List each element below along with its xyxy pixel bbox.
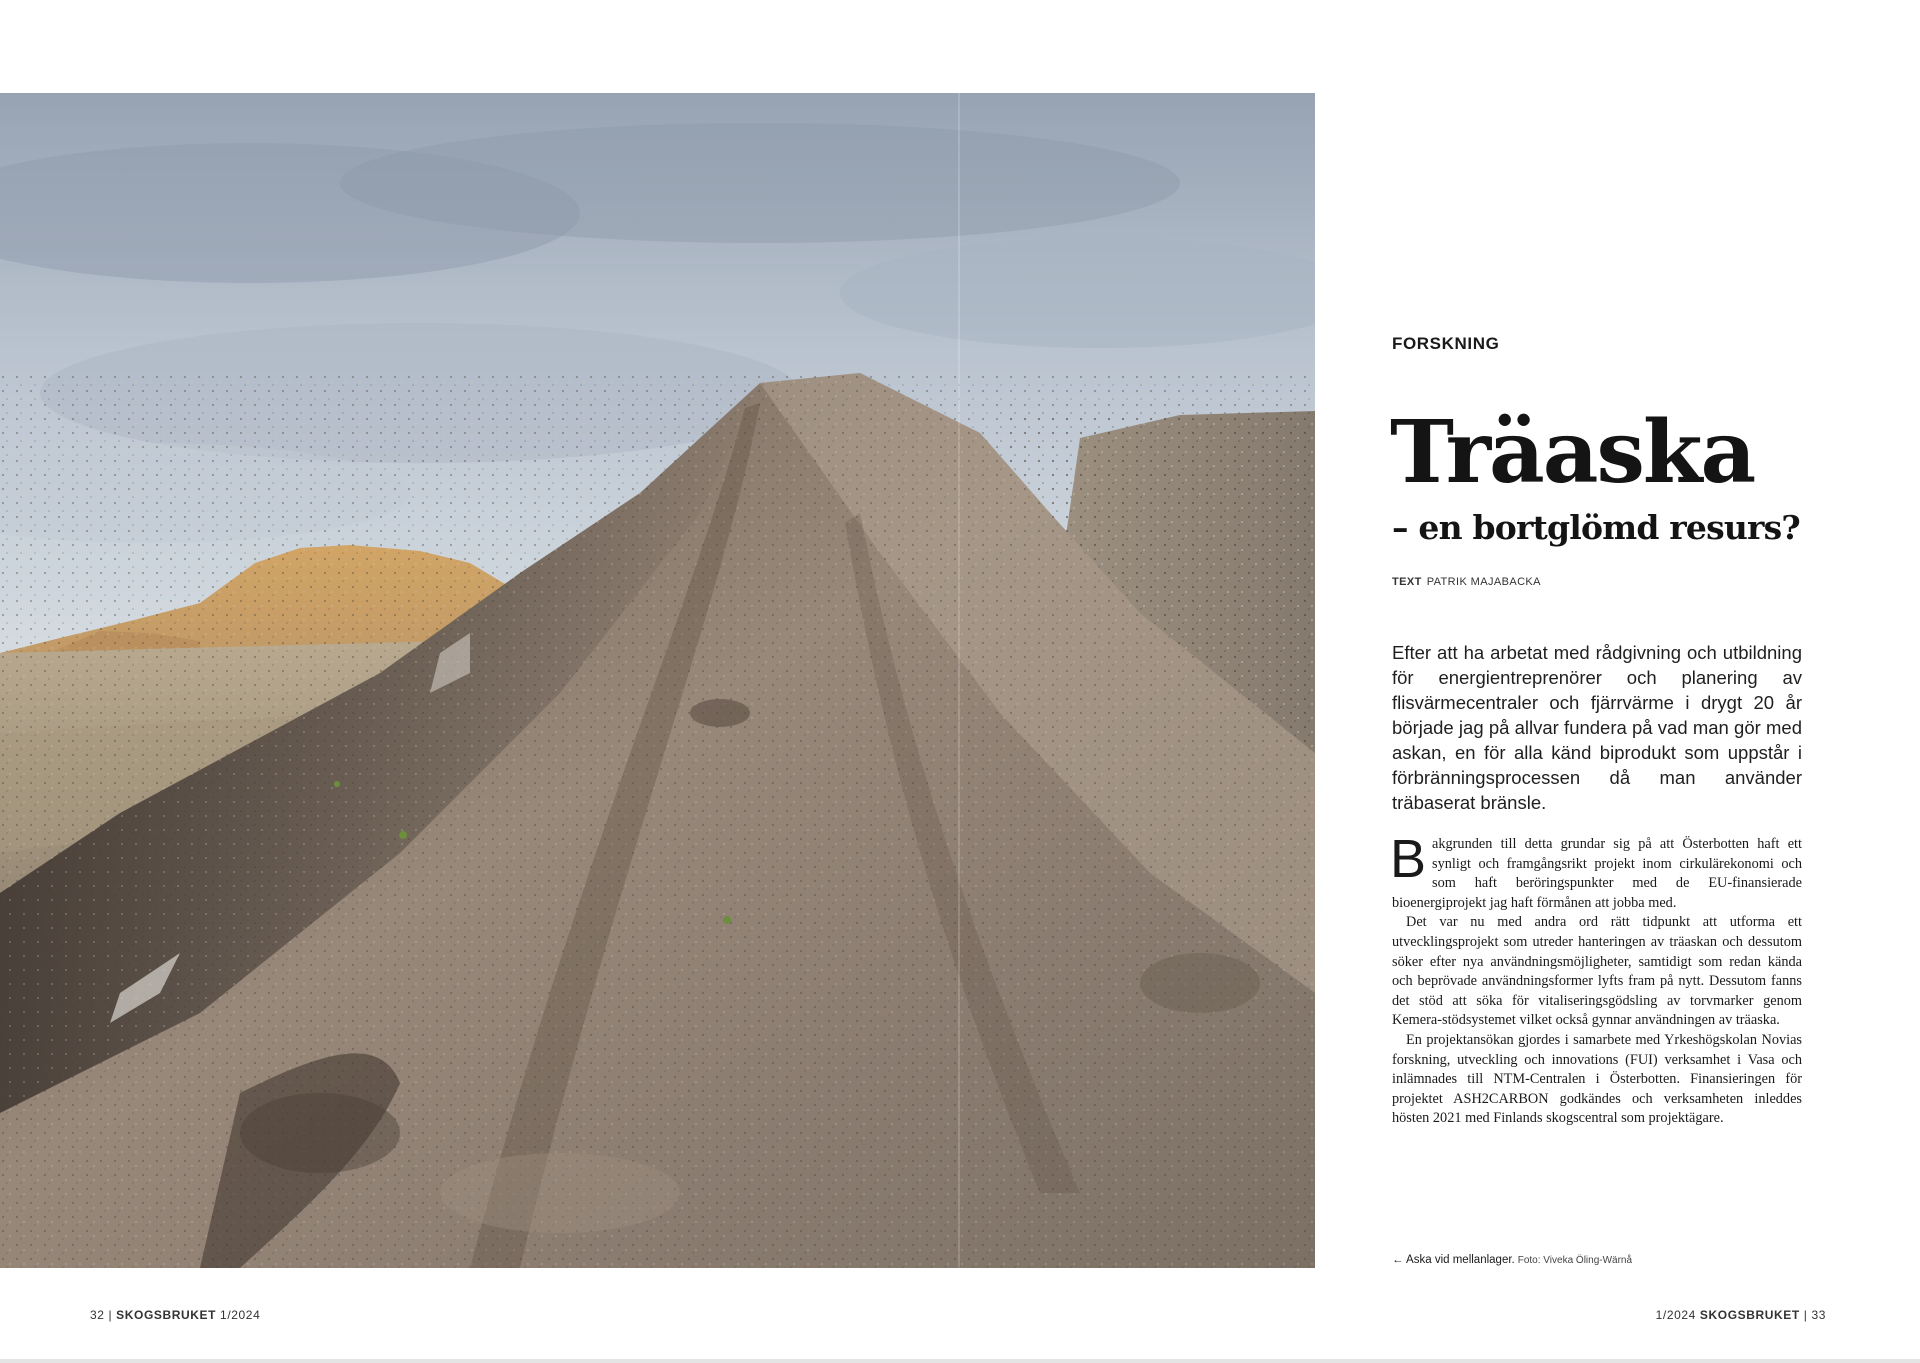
ash-heap-photo	[0, 93, 1315, 1268]
magazine-name-right: SKOGSBRUKET	[1699, 1308, 1800, 1322]
section-label: FORSKNING	[1392, 334, 1500, 353]
byline-author: PATRIK MAJABACKA	[1426, 576, 1541, 588]
body-paragraph-1	[1390, 829, 1802, 913]
footer-right	[1656, 1308, 1826, 1322]
issue-right: 1/2024	[1655, 1308, 1696, 1322]
article-photo	[0, 93, 1315, 1268]
byline	[1392, 576, 1541, 588]
magazine-name-left: SKOGSBRUKET	[116, 1308, 217, 1322]
paragraph-1-text: akgrunden till detta grundar sig på att Österbotten haft ett synligt och framgångsrikt projekt inom cirkulärekonomi och som haft beröringspunkter med de EU-finansierade bioenergiprojekt jag haft förmånen att jobba med.	[1392, 836, 1802, 911]
footer-left	[90, 1308, 260, 1322]
caption-credit: Foto: Viveka Öling-Wärnå	[1517, 1255, 1633, 1266]
page-number-left: 32	[90, 1308, 105, 1322]
drop-cap: B	[1390, 829, 1427, 889]
body-text	[1390, 829, 1802, 1129]
lead-paragraph	[1392, 640, 1802, 815]
article-subtitle: – en bortglömd resurs?	[1392, 508, 1800, 547]
issue-left: 1/2024	[220, 1308, 261, 1322]
footer-divider: |	[108, 1308, 113, 1322]
lead-text: Efter att ha arbetat med rådgivning och utbildning för energientreprenörer och planering av flisvärmecentraler och fjärrvärme i drygt 20 år började jag på allvar fundera på vad man gör med askan, en för alla känd biprodukt som uppstår i förbränningsprocessen då man använder träbaserat bränsle.	[1392, 642, 1802, 813]
photo-caption	[1392, 1254, 1632, 1266]
footer-divider: |	[1803, 1308, 1808, 1322]
page-number-right: 33	[1811, 1308, 1826, 1322]
page-bottom-edge	[0, 1359, 1920, 1363]
caption-text: ← Aska vid mellanlager.	[1392, 1254, 1515, 1266]
byline-label: TEXT	[1392, 576, 1422, 588]
body-paragraph-3: En projektansökan gjordes i samarbete med Yrkeshögskolan Novias forskning, utveckling och innovations (FUI) verksamhet i Vasa och inlämnades till NTM-Centralen i Österbotten. Finansieringen för projektet ASH2CARBON godkändes och verksamheten inleddes hösten 2021 med Finlands skogscentral som projektägare.	[1392, 1031, 1802, 1127]
article-title: Träaska	[1390, 402, 1755, 503]
page-fold	[958, 93, 960, 1268]
body-paragraph-2: Det var nu med andra ord rätt tidpunkt att utforma ett utvecklingsprojekt som utreder hanteringen av träaskan och dessutom söker efter nya användningsmöjligheter, samtidigt som redan kända och beprövade användningsformer lyfts fram på nytt. Dessutom fanns det stöd att söka för vitaliseringsgödsling av torvmarker genom Kemera-stödsystemet vilket också gynnar användningen av träaska.	[1392, 914, 1802, 1029]
